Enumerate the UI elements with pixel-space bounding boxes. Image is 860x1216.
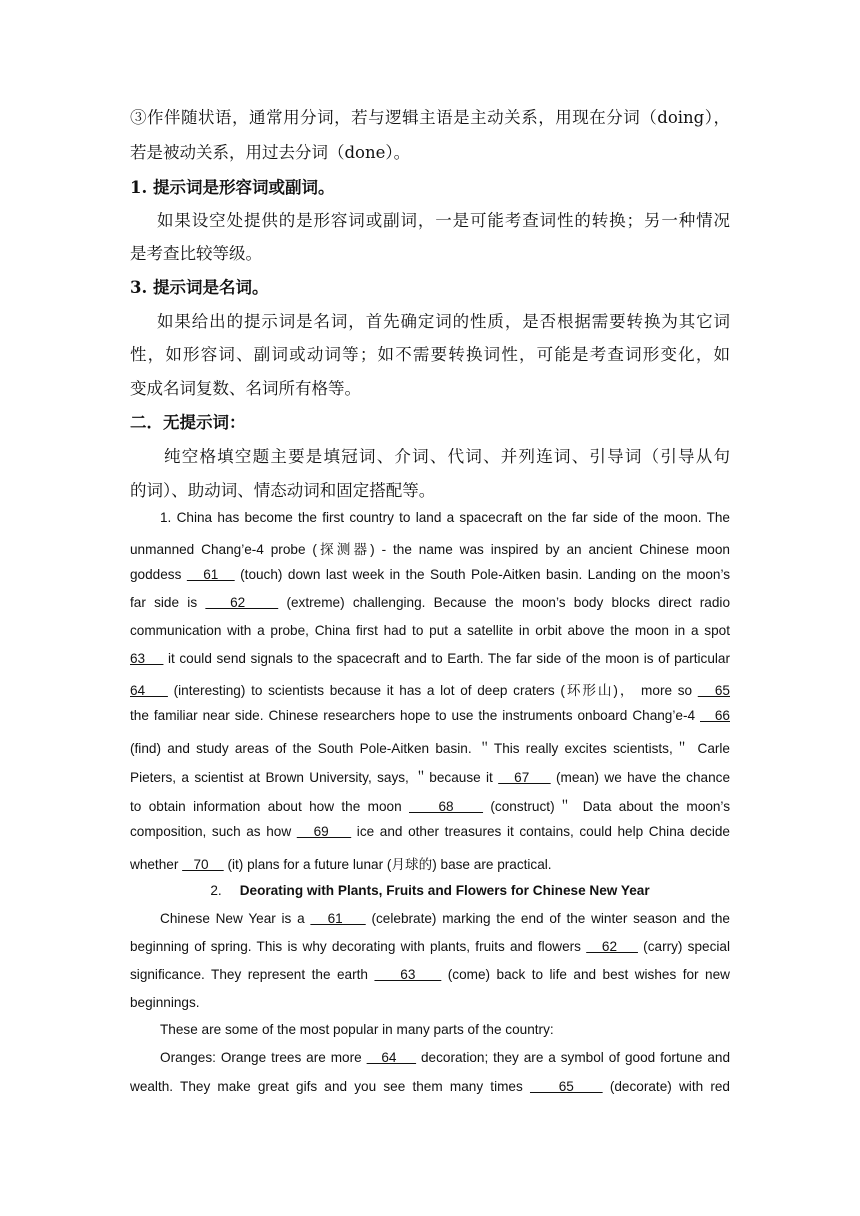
passage1-line-2: unmanned Chang’e-4 probe (探测器) - the name was inspired by an ancient Chinese moon <box>130 542 730 557</box>
heading-no-hint: 二．无提示词： <box>130 413 246 432</box>
passage2-line-5: These are some of the most popular in many parts of the country: <box>160 1022 554 1037</box>
noun-para-line-1: 如果给出的提示词是名词，首先确定词的性质，是否根据需要转换为其它词 <box>157 312 730 331</box>
passage1-line-12: composition, such as how 69 ice and other treasures it contains, could help China decide <box>130 824 730 839</box>
passage1-line-9: (find) and study areas of the South Pole-Aitken basin. ＂This really excites scientists,＂ Carle <box>130 741 730 756</box>
blank-69[interactable]: 69 <box>296 824 352 839</box>
passage1-line-1: 1. China has become the first country to land a spacecraft on the far side of the moon. The <box>160 510 730 525</box>
passage1-line-7: 64 (interesting) to scientists because it has a lot of deep craters (环形山)， more so 65 <box>130 683 730 698</box>
blank-67[interactable]: 67 <box>498 770 551 785</box>
blank2-61[interactable]: 61 <box>310 911 366 926</box>
passage1-line-5: communication with a probe, China first had to put a satellite in orbit above the moon in a spot <box>130 623 730 638</box>
passage2-line-1: Chinese New Year is a 61 (celebrate) marking the end of the winter season and the <box>160 911 730 926</box>
blank-70[interactable]: 70 <box>182 857 224 872</box>
blank2-62[interactable]: 62 <box>586 939 638 954</box>
noun-para-line-2: 性，如形容词、副词或动词等；如不需要转换词性，可能是考查词形变化，如 <box>130 345 730 364</box>
passage1-line-3: goddess 61 (touch) down last week in the South Pole-Aitken basin. Landing on the moon’s <box>130 567 731 582</box>
passage1-line-11: to obtain information about how the moon 68 (construct)＂ Data about the moon’s <box>130 799 731 814</box>
blank2-64[interactable]: 64 <box>366 1050 417 1065</box>
no-hint-para-line-2: 的词）、助动词、情态动词和固定搭配等。 <box>130 481 436 500</box>
blank2-63[interactable]: 63 <box>374 967 442 982</box>
blank-66[interactable]: 66 <box>700 708 730 723</box>
passage2-line-3: significance. They represent the earth 63 (come) back to life and best wishes for new <box>130 967 730 982</box>
heading-noun: 3. 提示词是名词。 <box>130 278 269 297</box>
adjective-para-line-1: 如果设空处提供的是形容词或副词，一是可能考查词性的转换；另一种情况 <box>157 211 730 230</box>
passage2-title: 2. Deorating with Plants, Fruits and Flowers for Chinese New Year <box>210 883 650 898</box>
noun-para-line-3: 变成名词复数、名词所有格等。 <box>130 379 361 398</box>
blank-64[interactable]: 64 <box>130 683 168 698</box>
passage1-line-8: the familiar near side. Chinese researchers hope to use the instruments onboard Chang’e-4 66 <box>130 708 730 723</box>
passage1-line-10: Pieters, a scientist at Brown University, says, ＂because it 67 (mean) we have the chance <box>130 770 731 785</box>
passage2-line-6: Oranges: Orange trees are more 64 decoration; they are a symbol of good fortune and <box>160 1050 731 1065</box>
passage1-line-13: whether 70 (it) plans for a future lunar (月球的) base are practical. <box>130 857 552 872</box>
rule-3-line-1: ③作伴随状语，通常用分词，若与逻辑主语是主动关系，用现在分词（doing）， <box>130 108 730 127</box>
blank-63[interactable]: 63 <box>130 651 164 666</box>
passage1-line-4: far side is 62 (extreme) challenging. Because the moon’s body blocks direct radio <box>130 595 731 610</box>
passage1-line-6: 63 it could send signals to the spacecraft and to Earth. The far side of the moon is of particular <box>130 651 730 666</box>
heading-adjective-adverb: 1. 提示词是形容词或副词。 <box>130 178 335 197</box>
adjective-para-line-2: 是考查比较等级。 <box>130 244 262 263</box>
blank-65[interactable]: 65 <box>697 683 730 698</box>
passage2-line-4: beginnings. <box>130 995 200 1010</box>
blank2-65[interactable]: 65 <box>529 1079 603 1094</box>
passage2-line-7: wealth. They make great gifs and you see them many times 65 (decorate) with red <box>130 1079 730 1094</box>
passage2-line-2: beginning of spring. This is why decorating with plants, fruits and flowers 62 (carry) special <box>130 939 730 954</box>
no-hint-para-line-1: 纯空格填空题主要是填冠词、介词、代词、并列连词、引导词（引导从句 <box>164 447 730 466</box>
blank-68[interactable]: 68 <box>409 799 484 814</box>
blank-62[interactable]: 62 <box>205 595 279 610</box>
blank-61[interactable]: 61 <box>186 567 235 582</box>
rule-3-line-2: 若是被动关系，用过去分词（done）。 <box>130 143 411 162</box>
